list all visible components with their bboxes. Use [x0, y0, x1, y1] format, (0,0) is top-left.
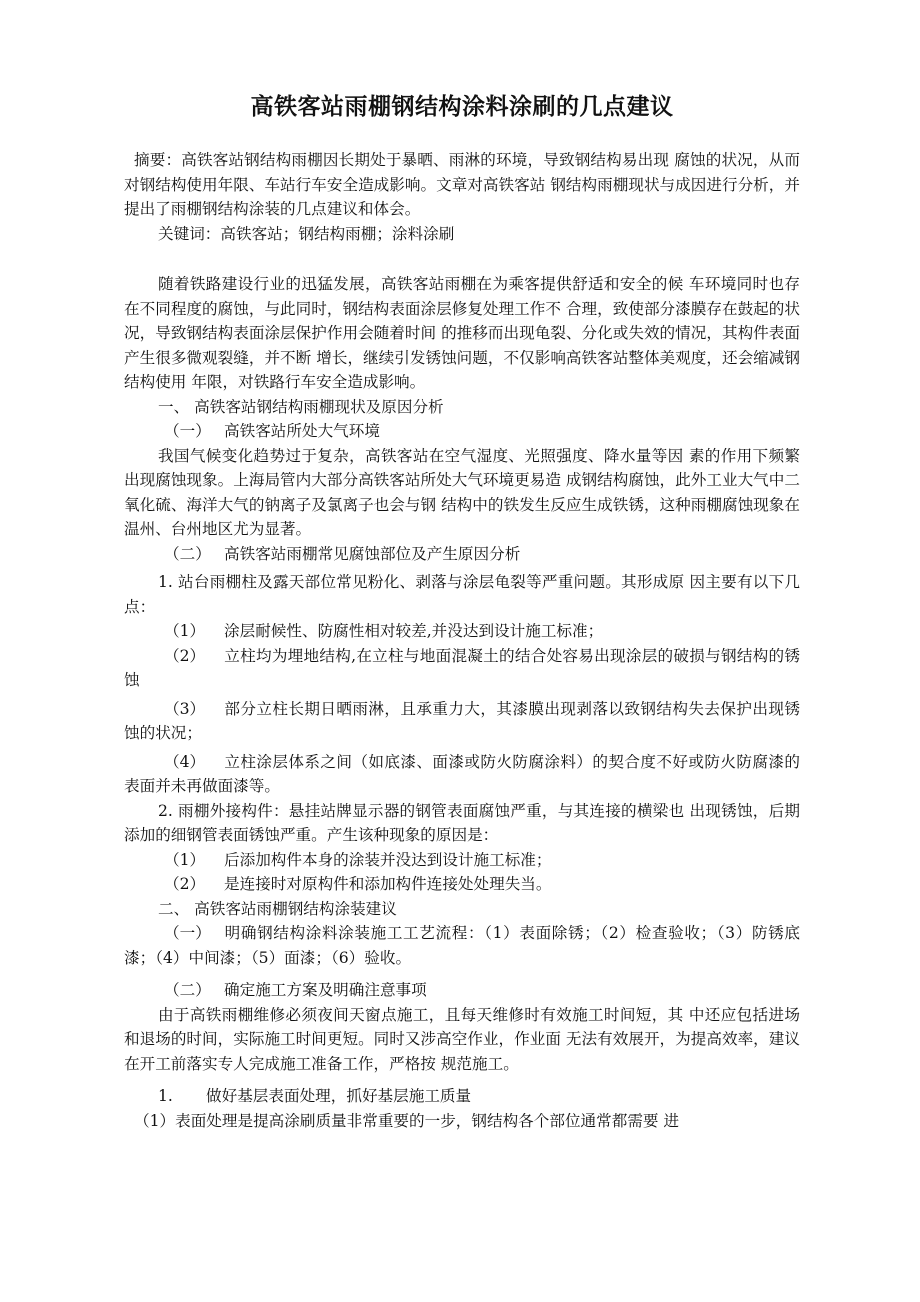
abstract: 摘要：高铁客站钢结构雨棚因长期处于暴晒、雨淋的环境，导致钢结构易出现 腐蚀的状况，从而对钢结构使用年限、车站行车安全造成影响。文章对高铁客站 钢结构雨棚现状与成因进行分析，并提出了雨棚钢结构涂装的几点建议和体会。 [124, 151, 800, 218]
keywords: 关键词：高铁客站；钢结构雨棚；涂料涂刷 [158, 224, 455, 243]
section-1-2-heading [124, 542, 800, 567]
item-1-3-number: （3） [164, 699, 206, 718]
section-2-1 [124, 921, 800, 970]
document-body [124, 148, 800, 1133]
item-1-2-number: （2） [164, 646, 206, 665]
section-2-2-paragraph: 由于高铁雨棚维修必须夜间天窗点施工，且每天维修时有效施工时间短，其 中还应包括进场和退场的时间，实际施工时间更短。同时又涉高空作业，作业面 无法有效展开，为提高效率，建议在开工前落实专人完成施工准备工作，严格按 规范施工。 [124, 1005, 800, 1073]
item-2-2-number: （2） [164, 875, 206, 893]
step-1-text: 做好基层表面处理，抓好基层施工质量 [206, 1087, 472, 1105]
item-1-4-number: （4） [164, 752, 206, 771]
section-2-1-number: （一） [164, 924, 211, 942]
item-1-3 [124, 697, 800, 746]
section-1-2-number: （二） [164, 544, 211, 563]
item-1: 1. 站台雨棚柱及露天部位常见粉化、剥落与涂层龟裂等严重问题。其形成原 因主要有以下几点： [124, 573, 800, 616]
section-1-heading: 一、 高铁客站钢结构雨棚现状及原因分析 [158, 397, 444, 416]
item-1-3-text: 部分立柱长期日晒雨淋，且承重力大，其漆膜出现剥落以致钢结构失去保护出现锈蚀的状况； [124, 699, 800, 742]
item-1-1 [124, 619, 800, 644]
item-2-2-text: 是连接时对原构件和添加构件连接处处理失当。 [224, 875, 552, 893]
intro-paragraph: 随着铁路建设行业的迅猛发展，高铁客站雨棚在为乘客提供舒适和安全的候 车环境同时也存在不同程度的腐蚀，与此同时，钢结构表面涂层修复处理工作不 合理，致使部分漆膜存在鼓起的状况，导致钢结构表面涂层保护作用会随着时间 的推移而出现龟裂、分化或失效的情况，其构件表面产生很多微观裂缝，并不断 增长，继续引发锈蚀问题，不仅影响高铁客站整体美观度，还会缩减钢结构使用 年限，对铁路行车安全造成影响。 [124, 275, 800, 391]
item-2: 2. 雨棚外接构件：悬挂站牌显示器的钢管表面腐蚀严重，与其连接的横梁也 出现锈蚀，后期添加的细钢管表面锈蚀严重。产生该种现象的原因是： [124, 801, 800, 844]
step-1-number: 1. [158, 1087, 173, 1105]
section-1-1-heading [124, 419, 800, 444]
section-1-1-paragraph: 我国气候变化趋势过于复杂，高铁客站在空气湿度、光照强度、降水量等因 素的作用下频繁出现腐蚀现象。上海局管内大部分高铁客站所处大气环境更易造 成钢结构腐蚀，此外工业大气中二氧化硫、海洋大气的钠离子及氯离子也会与钢 结构中的铁发生反应生成铁锈，这种雨棚腐蚀现象在温州、台州地区尤为显著。 [124, 446, 800, 538]
section-1-1-text: 高铁客站所处大气环境 [224, 422, 380, 440]
step-1-heading [124, 1084, 800, 1109]
item-2-2 [124, 872, 800, 897]
item-1-2 [124, 644, 800, 693]
item-2-1-text: 后添加构件本身的涂装并没达到设计施工标准； [224, 850, 552, 869]
item-1-4-text: 立柱涂层体系之间（如底漆、面漆或防火防腐涂料）的契合度不好或防火防腐漆的表面并未再做面漆等。 [124, 752, 800, 795]
section-2-1-text: 明确钢结构涂料涂装施工工艺流程：（1）表面除锈；（2）检查验收；（3）防锈底漆；（4）中间漆；（5）面漆；（6）验收。 [124, 924, 800, 967]
section-1-2-text: 高铁客站雨棚常见腐蚀部位及产生原因分析 [224, 544, 521, 563]
section-2-2-text: 确定施工方案及明确注意事项 [224, 981, 427, 999]
item-1-1-number: （1） [164, 622, 206, 640]
section-2-heading: 二、 高铁客站雨棚钢结构涂装建议 [158, 899, 397, 918]
section-2-2-number: （二） [164, 981, 211, 999]
section-1-1-number: （一） [164, 422, 211, 440]
item-1-1-text: 涂层耐候性、防腐性相对较差,并没达到设计施工标准； [224, 622, 604, 640]
item-1-4 [124, 750, 800, 799]
item-1-2-text: 立柱均为埋地结构,在立柱与地面混凝土的结合处容易出现涂层的破损与钢结构的锈蚀 [124, 646, 800, 689]
item-2-1 [124, 848, 800, 873]
document-title: 高铁客站雨棚钢结构涂料涂刷的几点建议 [250, 94, 674, 120]
section-2-2-heading [124, 978, 800, 1003]
item-2-1-number: （1） [164, 850, 206, 869]
step-1-paragraph: （1）表面处理是提高涂刷质量非常重要的一步，钢结构各个部位通常都需要 进 [134, 1111, 680, 1130]
